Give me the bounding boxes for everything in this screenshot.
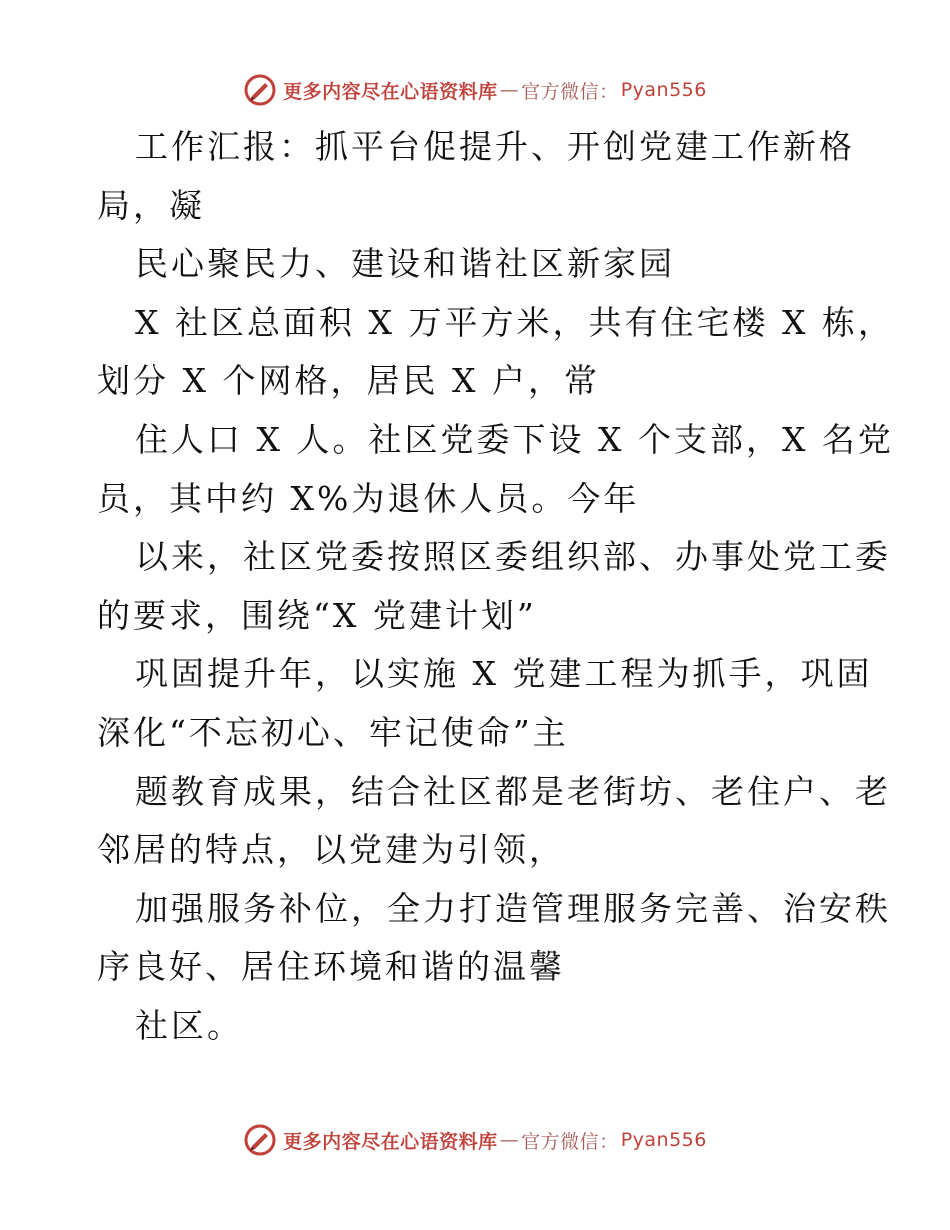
text-line: 的要求，围绕“X 党建计划” [97, 595, 537, 635]
text-line: 以来，社区党委按照区委组织部、办事处党工委 [135, 537, 891, 577]
text-line: 民心聚民力、建设和谐社区新家园 [135, 244, 675, 284]
text-line: 员，其中约 X%为退休人员。今年 [97, 478, 640, 518]
watermark-brand: 更多内容尽在心语资料库 [283, 80, 498, 103]
text-line: 加强服务补位，全力打造管理服务完善、治安秩 [135, 888, 891, 928]
text-line: 住人口 X 人。社区党委下设 X 个支部，X 名党 [135, 419, 894, 459]
watermark-id: Pyan556 [620, 79, 707, 101]
text-line: 深化“不忘初心、牢记使命”主 [97, 712, 569, 752]
text-line: 巩固提升年，以实施 X 党建工程为抓手，巩固 [135, 654, 873, 694]
document-body [97, 118, 894, 1056]
text-line: 局，凝 [97, 185, 205, 225]
watermark-brand: 更多内容尽在心语资料库 [283, 1130, 498, 1153]
watermark-label: 官方微信： [521, 1130, 619, 1153]
text-line: 题教育成果，结合社区都是老街坊、老住户、老 [135, 771, 891, 811]
text-line: 社区。 [135, 1005, 243, 1045]
watermark-label: 官方微信： [521, 80, 619, 103]
text-line: X 社区总面积 X 万平方米，共有住宅楼 X 栋， [135, 302, 894, 342]
text-line: 划分 X 个网格，居民 X 户，常 [97, 361, 600, 401]
footer-watermark [0, 1120, 950, 1160]
watermark-dash: — [499, 79, 520, 101]
watermark-dash: — [499, 1129, 520, 1151]
brand-logo-icon [243, 73, 277, 107]
text-line: 工作汇报：抓平台促提升、开创党建工作新格 [135, 127, 855, 166]
brand-logo-icon [243, 1123, 277, 1157]
watermark-id: Pyan556 [620, 1129, 707, 1151]
header-watermark [0, 70, 950, 110]
text-line: 序良好、居住环境和谐的温馨 [97, 947, 565, 987]
text-line: 邻居的特点，以党建为引领， [97, 830, 565, 870]
